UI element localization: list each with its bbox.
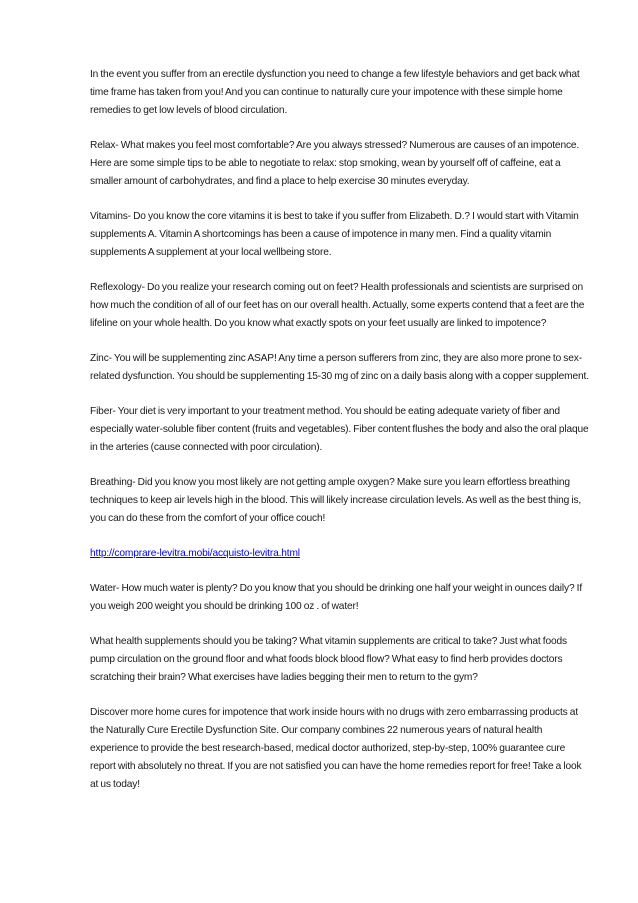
paragraph-discover-more: Discover more home cures for impotence that work inside hours with no drugs with zero embarrassing products at the Naturally Cure Erectile Dysfunction Site. Our company combines 22 numerous years of natural health experience to provide the best research-based, medical doctor authorized, step-by-step, 100% guarantee cure report with absolutely no threat. If you are not satisfied you can have the home remedies report for free! Take a look at us today!: [90, 707, 582, 790]
paragraph-relax: Relax- What makes you feel most comfortable? Are you always stressed? Numerous are causes of an impotence. Here are some simple tips to be able to negotiate to relax: stop smoking, wean by yourself off of caffeine, eat a smaller amount of carbohydrates, and find a place to help exercise 30 minutes everyday.: [90, 140, 580, 187]
levitra-link[interactable]: http://comprare-levitra.mobi/acquisto-levitra.html: [90, 548, 300, 559]
paragraph-zinc: Zinc- You will be supplementing zinc ASAP! Any time a person sufferers from zinc, they are also more prone to sex-related dysfunction. You should be supplementing 15-30 mg of zinc on a daily basis along with a copper supplement.: [90, 353, 589, 382]
paragraph-reflexology: Reflexology- Do you realize your research coming out on feet? Health professionals and scientists are surprised on how much the condition of all of our feet has on our overall health. Actually, some experts contend that a feet are the lifeline on your whole health. Do you know what exactly spots on your feet usually are linked to impotence?: [90, 282, 585, 329]
paragraph-breathing: Breathing- Did you know you most likely are not getting ample oxygen? Make sure you learn effortless breathing techniques to keep air levels high in the blood. This will likely increase circulation levels. As well as the best thing is, you can do these from the comfort of your office couch!: [90, 477, 582, 524]
document-page: [90, 66, 590, 811]
paragraph-water: Water- How much water is plenty? Do you know that you should be drinking one half your weight in ounces daily? If you weigh 200 weight you should be drinking 100 oz . of water!: [90, 583, 583, 612]
paragraph-fiber: Fiber- Your diet is very important to your treatment method. You should be eating adequate variety of fiber and especially water-soluble fiber content (fruits and vegetables). Fiber content flushes the body and also the oral plaque in the arteries (cause connected with poor circulation).: [90, 406, 589, 453]
paragraph-supplements-questions: What health supplements should you be taking? What vitamin supplements are critical to take? Just what foods pump circulation on the ground floor and what foods block blood flow? What easy to find herb provides doctors scratching their brain? What exercises have ladies begging their men to return to the gym?: [90, 636, 567, 683]
paragraph-vitamins: Vitamins- Do you know the core vitamins it is best to take if you suffer from Elizabeth. D.? I would start with Vitamin supplements A. Vitamin A shortcomings has been a cause of impotence in many men. Find a quality vitamin supplements A supplement at your local wellbeing store.: [90, 211, 579, 258]
paragraph-intro: In the event you suffer from an erectile dysfunction you need to change a few lifestyle behaviors and get back what time frame has taken from you! And you can continue to naturally cure your impotence with these simple home remedies to get low levels of blood circulation.: [90, 69, 580, 116]
